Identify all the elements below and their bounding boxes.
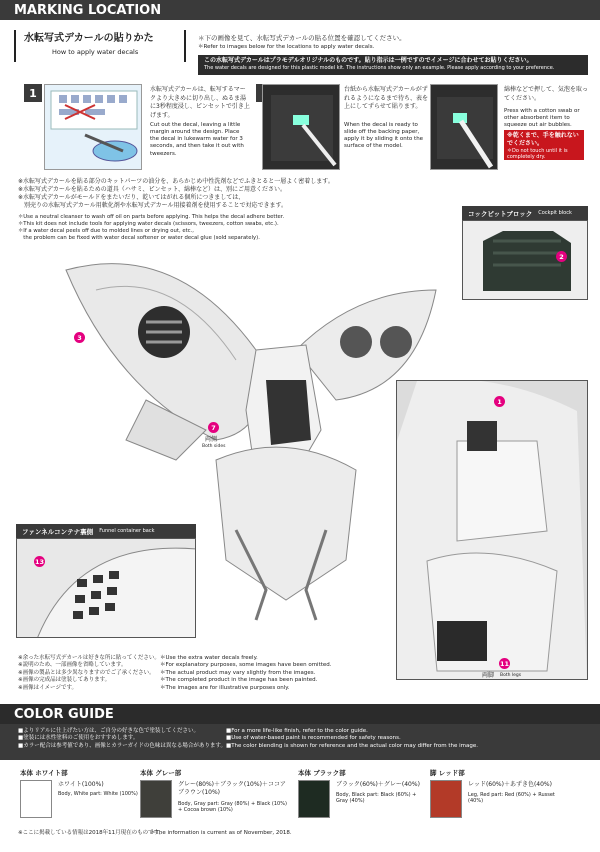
swatch-head: 脚 レッド部 — [430, 769, 465, 777]
callout-2: 2 — [556, 251, 567, 262]
info-jp: ※ここに掲載している情報は2018年11月現在のものです。 — [18, 830, 165, 836]
note-en-line: the problem can be fixed with water decal softener or water decal glue (sold separately). — [18, 235, 260, 242]
step-1-text-en: Cut out the decal, leaving a little margin around the design. Place the decal in lukewarm water for 3 seconds, and then take it out with tweezers. — [150, 122, 244, 157]
footnote-en: ＊The completed product in the image has been painted. — [160, 677, 318, 684]
note-en-line: ＊This kit does not include tools for applying water decals (scissors, tweezers, cotton swabs, etc.). — [18, 221, 279, 228]
both-sides-jp: 両側 — [205, 436, 218, 443]
cockpit-title-en: Cockpit block — [538, 210, 572, 216]
callout-13: 13 — [34, 557, 45, 566]
note-jp-line: ※水転写式デカールを貼る部分のキットパーツの油分を、あらかじめ中性洗剤などでふきとると一層よく密着します。 — [18, 178, 334, 185]
section-header — [0, 0, 600, 20]
decal-banner — [198, 55, 588, 75]
footnote-en: ＊For explanatory purposes, some images have been omitted. — [160, 662, 332, 669]
swatch-black — [298, 768, 428, 805]
howto-title-jp: 水転写式デカールの貼りかた — [24, 33, 154, 44]
swatch-jp: レッド(60%)＋あずき色(40%) — [468, 781, 552, 788]
step-2-image — [262, 84, 340, 170]
step-3-text-jp: 綿棒などで押して、気泡を取ってください。 — [504, 86, 588, 102]
howto-title-box — [14, 30, 186, 62]
note-en-line: ＊If a water decal peels off due to molded lines or drying out, etc., — [18, 228, 194, 235]
footnotes-en — [160, 655, 380, 692]
funnel-title-en: Funnel container back — [99, 528, 155, 534]
swatch-jp: ホワイト(100%) — [58, 781, 104, 788]
color-tip-jp: ■塗装には水性塗料のご使用をおすすめします。 — [18, 735, 139, 742]
cockpit-title-jp: コックピットブロック — [468, 209, 533, 218]
footnote-jp: ※説明のため、一部画像を省略しています。 — [18, 662, 127, 669]
note-jp-line: ※水転写式デカールがモールドをまたいだり、乾いてはがれる個所につきましては、 — [18, 194, 245, 202]
footnote-jp: ※余った水転写式デカールは好きな所に貼ってください。 — [18, 655, 160, 661]
color-tip-jp: ■よりリアルに仕上げたい方は、ご自分の好きな色で塗装してください。 — [18, 728, 199, 734]
both-legs-jp: 両脚 — [482, 672, 495, 679]
legs-closeup-image — [396, 380, 588, 680]
note-jp-line: 別売りの水転写式デカール用軟化剤や水転写式デカール用接着剤を使用することで対応できます。 — [18, 202, 288, 210]
step-3-image — [430, 84, 498, 170]
step-2-text-jp: 台紙から水転写式デカールがずれるようになるまで待ち、表を上にしてずらせて貼ります。 — [344, 86, 429, 111]
footnote-en: ＊The actual product may vary slightly from the images. — [160, 669, 316, 676]
cockpit-header — [462, 206, 588, 220]
funnel-image — [16, 538, 196, 638]
footnote-jp: ※画像の完成品は塗装してあります。 — [18, 677, 111, 684]
warning-en: ＊Do not touch until it is completely dry. — [507, 147, 568, 161]
step-3-text-en: Press with a cotton swab or other absorbent item to squeeze out air bubbles. — [504, 108, 580, 129]
swatch-head: 本体 グレー部 — [140, 769, 182, 777]
swatch-color-white — [20, 780, 52, 818]
step-1-image — [44, 84, 142, 170]
banner-en: The water decals are designed for this plastic model kit. The instructions show only an example. Please apply according to your preference. — [204, 64, 555, 71]
callout-3: 3 — [74, 332, 85, 343]
note-jp-line: ※水転写式デカールを貼るための道具（ハサミ、ピンセット、綿棒など）は、別にご用意ください。 — [18, 186, 287, 194]
step-3-warning — [504, 130, 584, 160]
swatch-en: Leg, Red part: Red (60%) + Russet (40%) — [468, 792, 555, 805]
step-1-number: 1 — [24, 84, 42, 102]
swatch-gray — [140, 768, 290, 814]
warning-jp: ※乾くまで、手を触れないでください。 — [507, 132, 579, 147]
swatch-head: 本体 ブラック部 — [298, 769, 346, 777]
swatch-white — [20, 768, 150, 797]
funnel-header — [16, 524, 196, 538]
section-title: MARKING LOCATION — [14, 2, 162, 18]
callout-1: 1 — [494, 396, 505, 407]
footnotes-jp — [18, 655, 168, 692]
swatch-en: Body, Gray part: Gray (80%) + Black (10%) + Cocoa brown (10%) — [178, 801, 287, 814]
swatch-head: 本体 ホワイト部 — [20, 769, 68, 777]
color-guide-header — [0, 704, 600, 724]
howto-title-en: How to apply water decals — [52, 48, 139, 56]
banner-jp: この水転写式デカールはプラモデルオリジナルのものです。貼り指示は一例ですのでイメージに合わせてお貼りください。 — [204, 57, 533, 64]
note-en-line: ＊Use a neutral cleanser to wash off oil on parts before applying. This helps the decal adhere better. — [18, 214, 285, 220]
swatch-red — [430, 768, 590, 805]
color-tip-en: ■For a more life-like finish, refer to the color guide. — [226, 728, 368, 734]
color-tip-en: ■The color blending is shown for reference and the actual color may differ from the image. — [226, 742, 478, 749]
both-legs-en: Both legs — [500, 673, 522, 678]
color-tips-en — [226, 728, 586, 750]
swatch-jp: グレー(80%)＋ブラック(10%)＋ココアブラウン(10%) — [178, 781, 286, 796]
callout-11: 11 — [499, 659, 510, 668]
footnote-en: ＊Use the extra water decals freely. — [160, 655, 258, 661]
step-2-text-en: When the decal is ready to slide off the backing paper, apply it by sliding it onto the surface of the model. — [344, 122, 424, 150]
color-tip-jp: ■カラー配合は参考値であり、画像とカラーガイドの色味は異なる場合があります。 — [18, 742, 226, 749]
swatch-color-red — [430, 780, 462, 818]
footnote-en: ＊The images are for illustrative purposes only. — [160, 684, 290, 691]
cockpit-image — [462, 220, 588, 300]
both-sides-en: Both sides — [202, 444, 226, 449]
swatch-color-gray — [140, 780, 172, 818]
swatch-en: Body, White part: White (100%) — [58, 791, 138, 797]
swatch-jp: ブラック(60%)＋グレー(40%) — [336, 781, 420, 788]
howto-ref-en: ＊Refer to images below for the locations to apply water decals. — [198, 44, 375, 50]
footnote-jp: ※画像の製品とは多少異なりますのでご了承ください。 — [18, 669, 155, 676]
swatch-en: Body, Black part: Black (60%) + Gray (40%) — [336, 792, 417, 805]
color-guide-title: COLOR GUIDE — [14, 706, 114, 722]
swatch-color-black — [298, 780, 330, 818]
funnel-title-jp: ファンネルコンテナ裏側 — [22, 527, 94, 536]
step-1-text-jp: 水転写式デカールは、転写するマークより大きめに切り出し、ぬるま湯に3秒程度浸し、ピンセットで引き上げます。 — [150, 86, 250, 120]
callout-7: 7 — [208, 422, 219, 433]
info-en: ＊The information is current as of November, 2018. — [150, 830, 292, 836]
howto-ref-jp: ＊下の画像を見て、水転写式デカールの貼る位置を確認してください。 — [198, 34, 406, 42]
footnote-jp: ※画像はイメージです。 — [18, 684, 78, 691]
color-tip-en: ■Use of water-based paint is recommended for safety reasons. — [226, 735, 401, 742]
